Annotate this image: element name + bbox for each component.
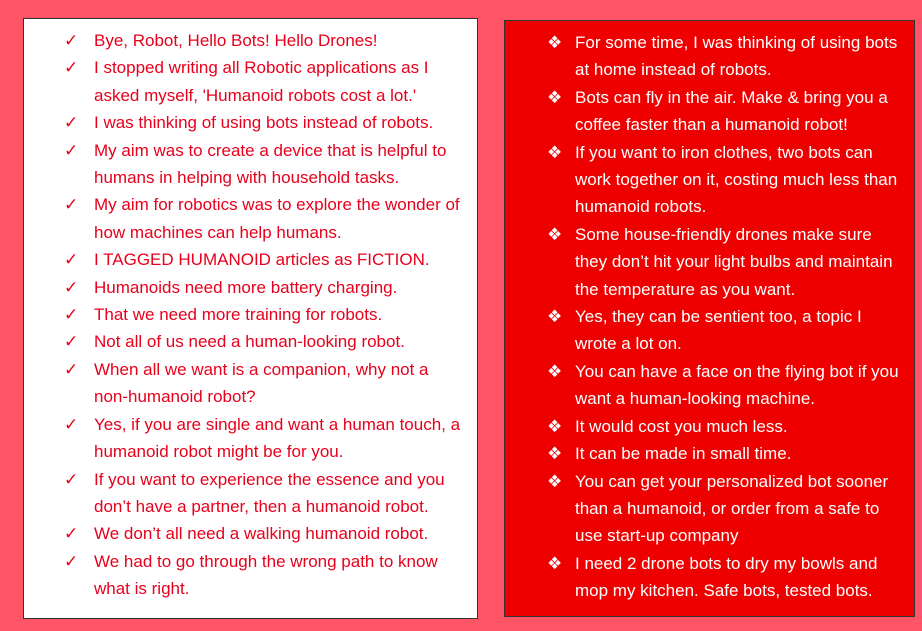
list-item-text: It would cost you much less. [575,416,788,436]
list-item [24,274,477,301]
list-item [24,466,477,521]
list-item [24,520,477,547]
list-item-text: If you want to experience the essence and you don’t have a partner, then a humanoid robot. [94,469,445,516]
list-item-text: I need 2 drone bots to dry my bowls and mop my kitchen. Safe bots, tested bots. [575,553,878,601]
list-item [505,139,914,221]
left-text-panel [23,18,478,619]
list-item [505,358,914,413]
four-diamond-icon: ❖ [547,553,563,573]
list-item-text: That we need more training for robots. [94,305,383,325]
check-mark-icon: ✓ [64,140,79,160]
four-diamond-icon: ❖ [547,361,563,381]
list-item-text: We had to go through the wrong path to know what is right. [94,551,438,599]
list-item [505,303,914,358]
list-item-text: Bots can fly in the air. Make & bring you a coffee faster than a humanoid robot! [575,87,888,135]
right-bullet-list [505,21,914,605]
check-mark-icon: ✓ [64,305,79,325]
list-item [505,29,914,84]
check-mark-icon: ✓ [64,414,79,434]
list-item-text: My aim for robotics was to explore the wonder of how machines can help humans. [94,195,460,242]
list-item-text: I was thinking of using bots instead of robots. [94,113,434,133]
list-item [505,413,914,440]
list-item [24,411,477,466]
check-mark-icon: ✓ [64,469,79,489]
list-item-text: Some house-friendly drones make sure they don’t hit your light bulbs and maintain the temperature as you want. [575,224,893,299]
list-item-text: We don’t all need a walking humanoid robot. [94,524,429,544]
list-item-text: Yes, they can be sentient too, a topic I wrote a lot on. [575,307,862,354]
four-diamond-icon: ❖ [547,224,563,244]
four-diamond-icon: ❖ [547,87,563,107]
list-item [505,550,914,605]
four-diamond-icon: ❖ [547,471,563,491]
check-mark-icon: ✓ [64,195,79,215]
list-item-text: I TAGGED HUMANOID articles as FICTION. [94,250,430,270]
list-item [24,548,477,603]
list-item [24,356,477,411]
list-item [505,84,914,139]
four-diamond-icon: ❖ [547,416,563,436]
check-mark-icon: ✓ [64,551,79,571]
list-item-text: Yes, if you are single and want a human touch, a humanoid robot might be for you. [94,414,461,462]
list-item-text: You can have a face on the flying bot if you want a human-looking machine. [575,361,899,409]
list-item-text: Humanoids need more battery charging. [94,277,398,297]
list-item-text: You can get your personalized bot sooner than a humanoid, or order from a safe to use start-up company [575,471,889,546]
list-item [24,191,477,246]
four-diamond-icon: ❖ [547,307,563,327]
list-item-text: It can be made in small time. [575,444,792,464]
list-item [24,328,477,355]
check-mark-icon: ✓ [64,277,79,297]
check-mark-icon: ✓ [64,332,79,352]
list-item-text: When all we want is a companion, why not a non-humanoid robot? [94,359,429,407]
list-item [24,27,477,54]
list-item-text: Bye, Robot, Hello Bots! Hello Drones! [94,31,378,50]
check-mark-icon: ✓ [64,58,79,78]
list-item [505,221,914,303]
four-diamond-icon: ❖ [547,444,563,464]
list-item-text: For some time, I was thinking of using bots at home instead of robots. [575,33,898,80]
list-item [505,468,914,550]
list-item-text: If you want to iron clothes, two bots can work together on it, costing much less than humanoid robots. [575,142,898,217]
check-mark-icon: ✓ [64,113,79,133]
right-text-panel [504,20,915,617]
list-item [24,246,477,273]
list-item-text: My aim was to create a device that is helpful to humans in helping with household tasks. [94,140,447,188]
list-item [24,137,477,192]
list-item [24,54,477,109]
list-item [24,301,477,328]
list-item [505,440,914,467]
four-diamond-icon: ❖ [547,33,563,52]
list-item-text: Not all of us need a human-looking robot. [94,332,405,352]
check-mark-icon: ✓ [64,524,79,544]
list-item [24,109,477,136]
check-mark-icon: ✓ [64,359,79,379]
four-diamond-icon: ❖ [547,142,563,162]
left-bullet-list [24,19,477,603]
check-mark-icon: ✓ [64,250,79,270]
check-mark-icon: ✓ [64,31,79,50]
list-item-text: I stopped writing all Robotic applications as I asked myself, 'Humanoid robots cost a lot.' [94,58,429,105]
